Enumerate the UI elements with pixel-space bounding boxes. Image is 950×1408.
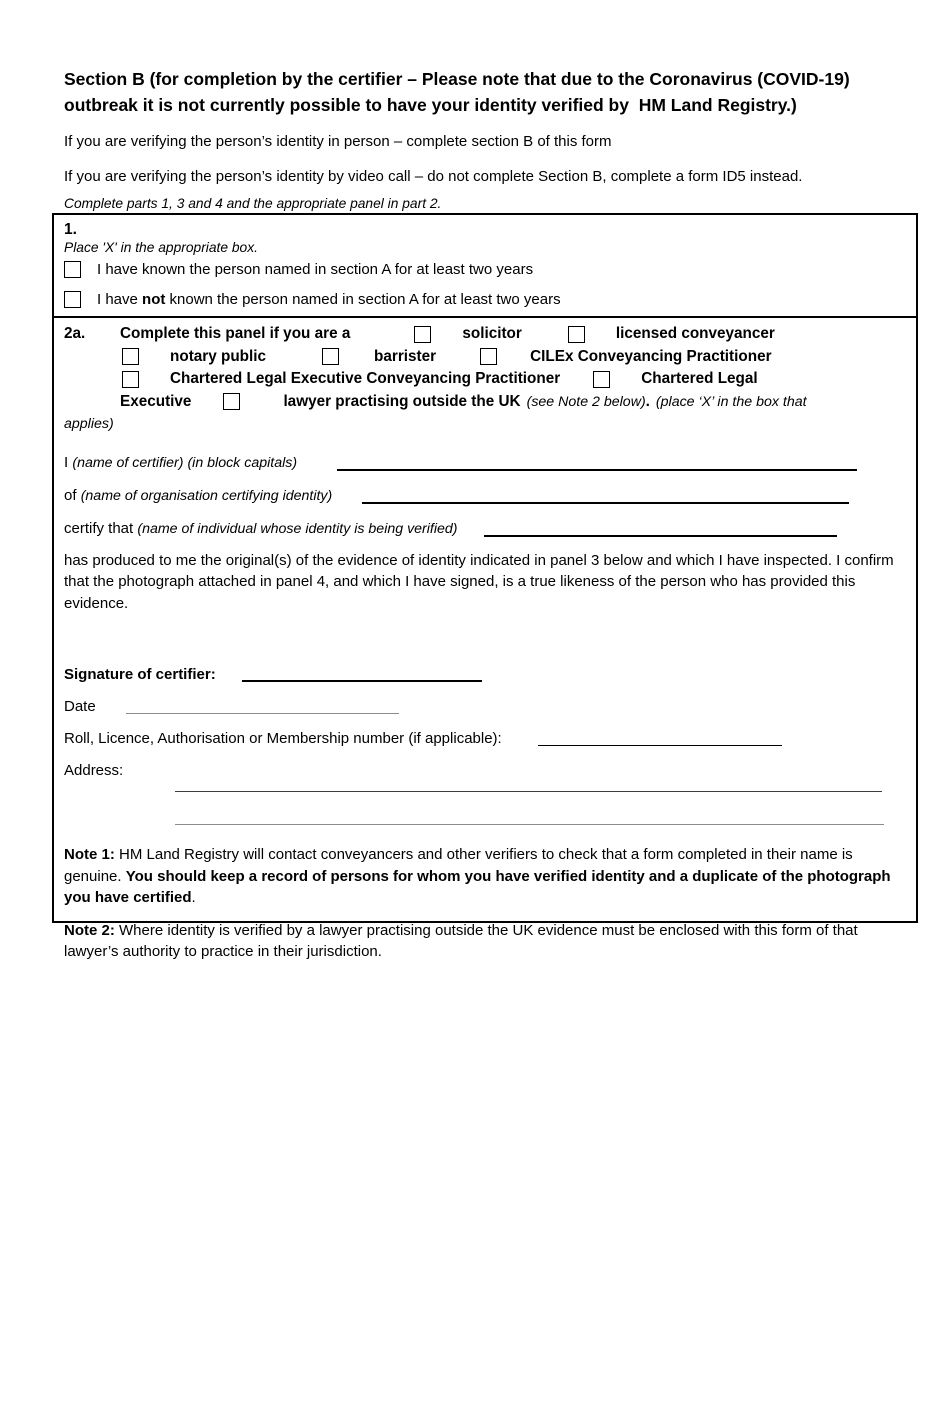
- organisation-name-row: [64, 485, 906, 507]
- checkbox-known-two-years[interactable]: [64, 261, 81, 278]
- profession-line-3: [64, 368, 906, 391]
- label-cilex-practitioner: CILEx Conveyancing Practitioner: [530, 347, 772, 365]
- place-x-instruction-part2: applies): [64, 416, 114, 432]
- address-field-line-2[interactable]: [175, 824, 884, 825]
- section-b-box: [52, 213, 918, 960]
- address-label: Address:: [64, 762, 124, 779]
- panel-2a: [54, 318, 916, 960]
- checkbox-notary-public[interactable]: [122, 348, 139, 365]
- note-1: Note 1: HM Land Registry will contact conveyancers and other verifiers to check that a form completed in their name is genuine. You should keep a record of persons for whom you have verified identity and a duplicate of the photograph you have certified.: [64, 846, 891, 906]
- label-barrister: barrister: [374, 347, 437, 365]
- label-lawyer-outside-uk: lawyer practising outside the UK: [283, 392, 521, 410]
- form-header: [64, 66, 950, 211]
- roll-number-label: Roll, Licence, Authorisation or Membership number (if applicable):: [64, 730, 502, 747]
- label-chartered-legal-executive-conveyancing-practitioner: Chartered Legal Executive Conveyancing Practitioner: [170, 370, 561, 387]
- section-b-heading: Section B (for completion by the certifier – Please note that due to the Coronavirus (COVID-19) outbreak it is not currently possible to have your identity verified by HM Land Registry.): [64, 69, 855, 115]
- individual-name-field[interactable]: [484, 535, 837, 537]
- checkbox-chartered-legal-executive-conveyancing-practitioner[interactable]: [122, 371, 139, 388]
- date-field[interactable]: [126, 712, 399, 714]
- panel-2a-intro: Complete this panel if you are a: [120, 325, 351, 342]
- complete-parts-note: Complete parts 1, 3 and 4 and the appropriate panel in part 2.: [64, 196, 442, 211]
- profession-line-1: [64, 323, 906, 346]
- profession-line-2: [64, 346, 906, 369]
- individual-name-label: certify that (name of individual whose identity is being verified): [64, 519, 458, 537]
- profession-line-4: [64, 391, 906, 414]
- see-note-2-ref: (see Note 2 below): [526, 393, 646, 410]
- option-known-row: [64, 261, 906, 278]
- certifier-name-label: I (name of certifier) (in block capitals): [64, 453, 298, 471]
- label-executive: Executive: [120, 392, 192, 410]
- label-licensed-conveyancer: licensed conveyancer: [615, 325, 775, 342]
- roll-number-row: [64, 728, 906, 749]
- place-x-instruction-part1: (place ‘X’ in the box that: [655, 393, 807, 410]
- option-not-known-row: [64, 291, 906, 308]
- individual-name-row: [64, 518, 906, 540]
- certification-statement: has produced to me the original(s) of the evidence of identity indicated in panel 3 below and which I have inspected. I confirm that the photograph attached in panel 4, and which I have signed, is a true likeness of the person who has provided this evidence.: [64, 551, 894, 612]
- form-page: [0, 66, 950, 1408]
- organisation-name-label: of (name of organisation certifying identity): [64, 486, 333, 504]
- checkbox-solicitor[interactable]: [414, 326, 431, 343]
- panel-1: [54, 215, 916, 318]
- panel-2a-number: 2a.: [64, 325, 86, 342]
- checkbox-licensed-conveyancer[interactable]: [568, 326, 585, 343]
- signature-row: [64, 664, 906, 685]
- date-row: [64, 696, 906, 717]
- label-solicitor: solicitor: [462, 325, 522, 342]
- checkbox-lawyer-outside-uk[interactable]: [223, 393, 240, 410]
- panel-1-instruction: Place 'X' in the appropriate box.: [64, 240, 258, 255]
- checkbox-barrister[interactable]: [322, 348, 339, 365]
- profession-line-5: [64, 413, 906, 436]
- date-label: Date: [64, 698, 96, 715]
- option-known-label: I have known the person named in section A for at least two years: [97, 261, 534, 278]
- signature-field[interactable]: [242, 680, 482, 682]
- signature-label: Signature of certifier:: [64, 666, 216, 683]
- organisation-name-field[interactable]: [362, 502, 849, 504]
- checkbox-cilex-practitioner[interactable]: [480, 348, 497, 365]
- period: .: [645, 392, 650, 410]
- label-notary-public: notary public: [170, 347, 267, 365]
- address-row: [64, 760, 906, 781]
- address-field-line-1[interactable]: [175, 791, 882, 792]
- note-2: Note 2: Where identity is verified by a lawyer practising outside the UK evidence must be enclosed with this form of that lawyer’s authority to practice in their jurisdiction.: [64, 921, 858, 960]
- panel-1-number: 1.: [64, 221, 77, 238]
- option-not-known-label: I have not known the person named in section A for at least two years: [97, 291, 561, 308]
- checkbox-not-known-two-years[interactable]: [64, 291, 81, 308]
- certifier-name-field[interactable]: [337, 469, 857, 471]
- checkbox-chartered-legal-executive[interactable]: [593, 371, 610, 388]
- video-call-instruction: If you are verifying the person’s identity by video call – do not complete Section B, complete a form ID5 instead.: [64, 167, 803, 185]
- in-person-instruction: If you are verifying the person’s identity in person – complete section B of this form: [64, 133, 612, 150]
- certifier-name-row: [64, 452, 906, 474]
- roll-number-field[interactable]: [538, 744, 782, 746]
- label-chartered-legal: Chartered Legal: [641, 370, 758, 387]
